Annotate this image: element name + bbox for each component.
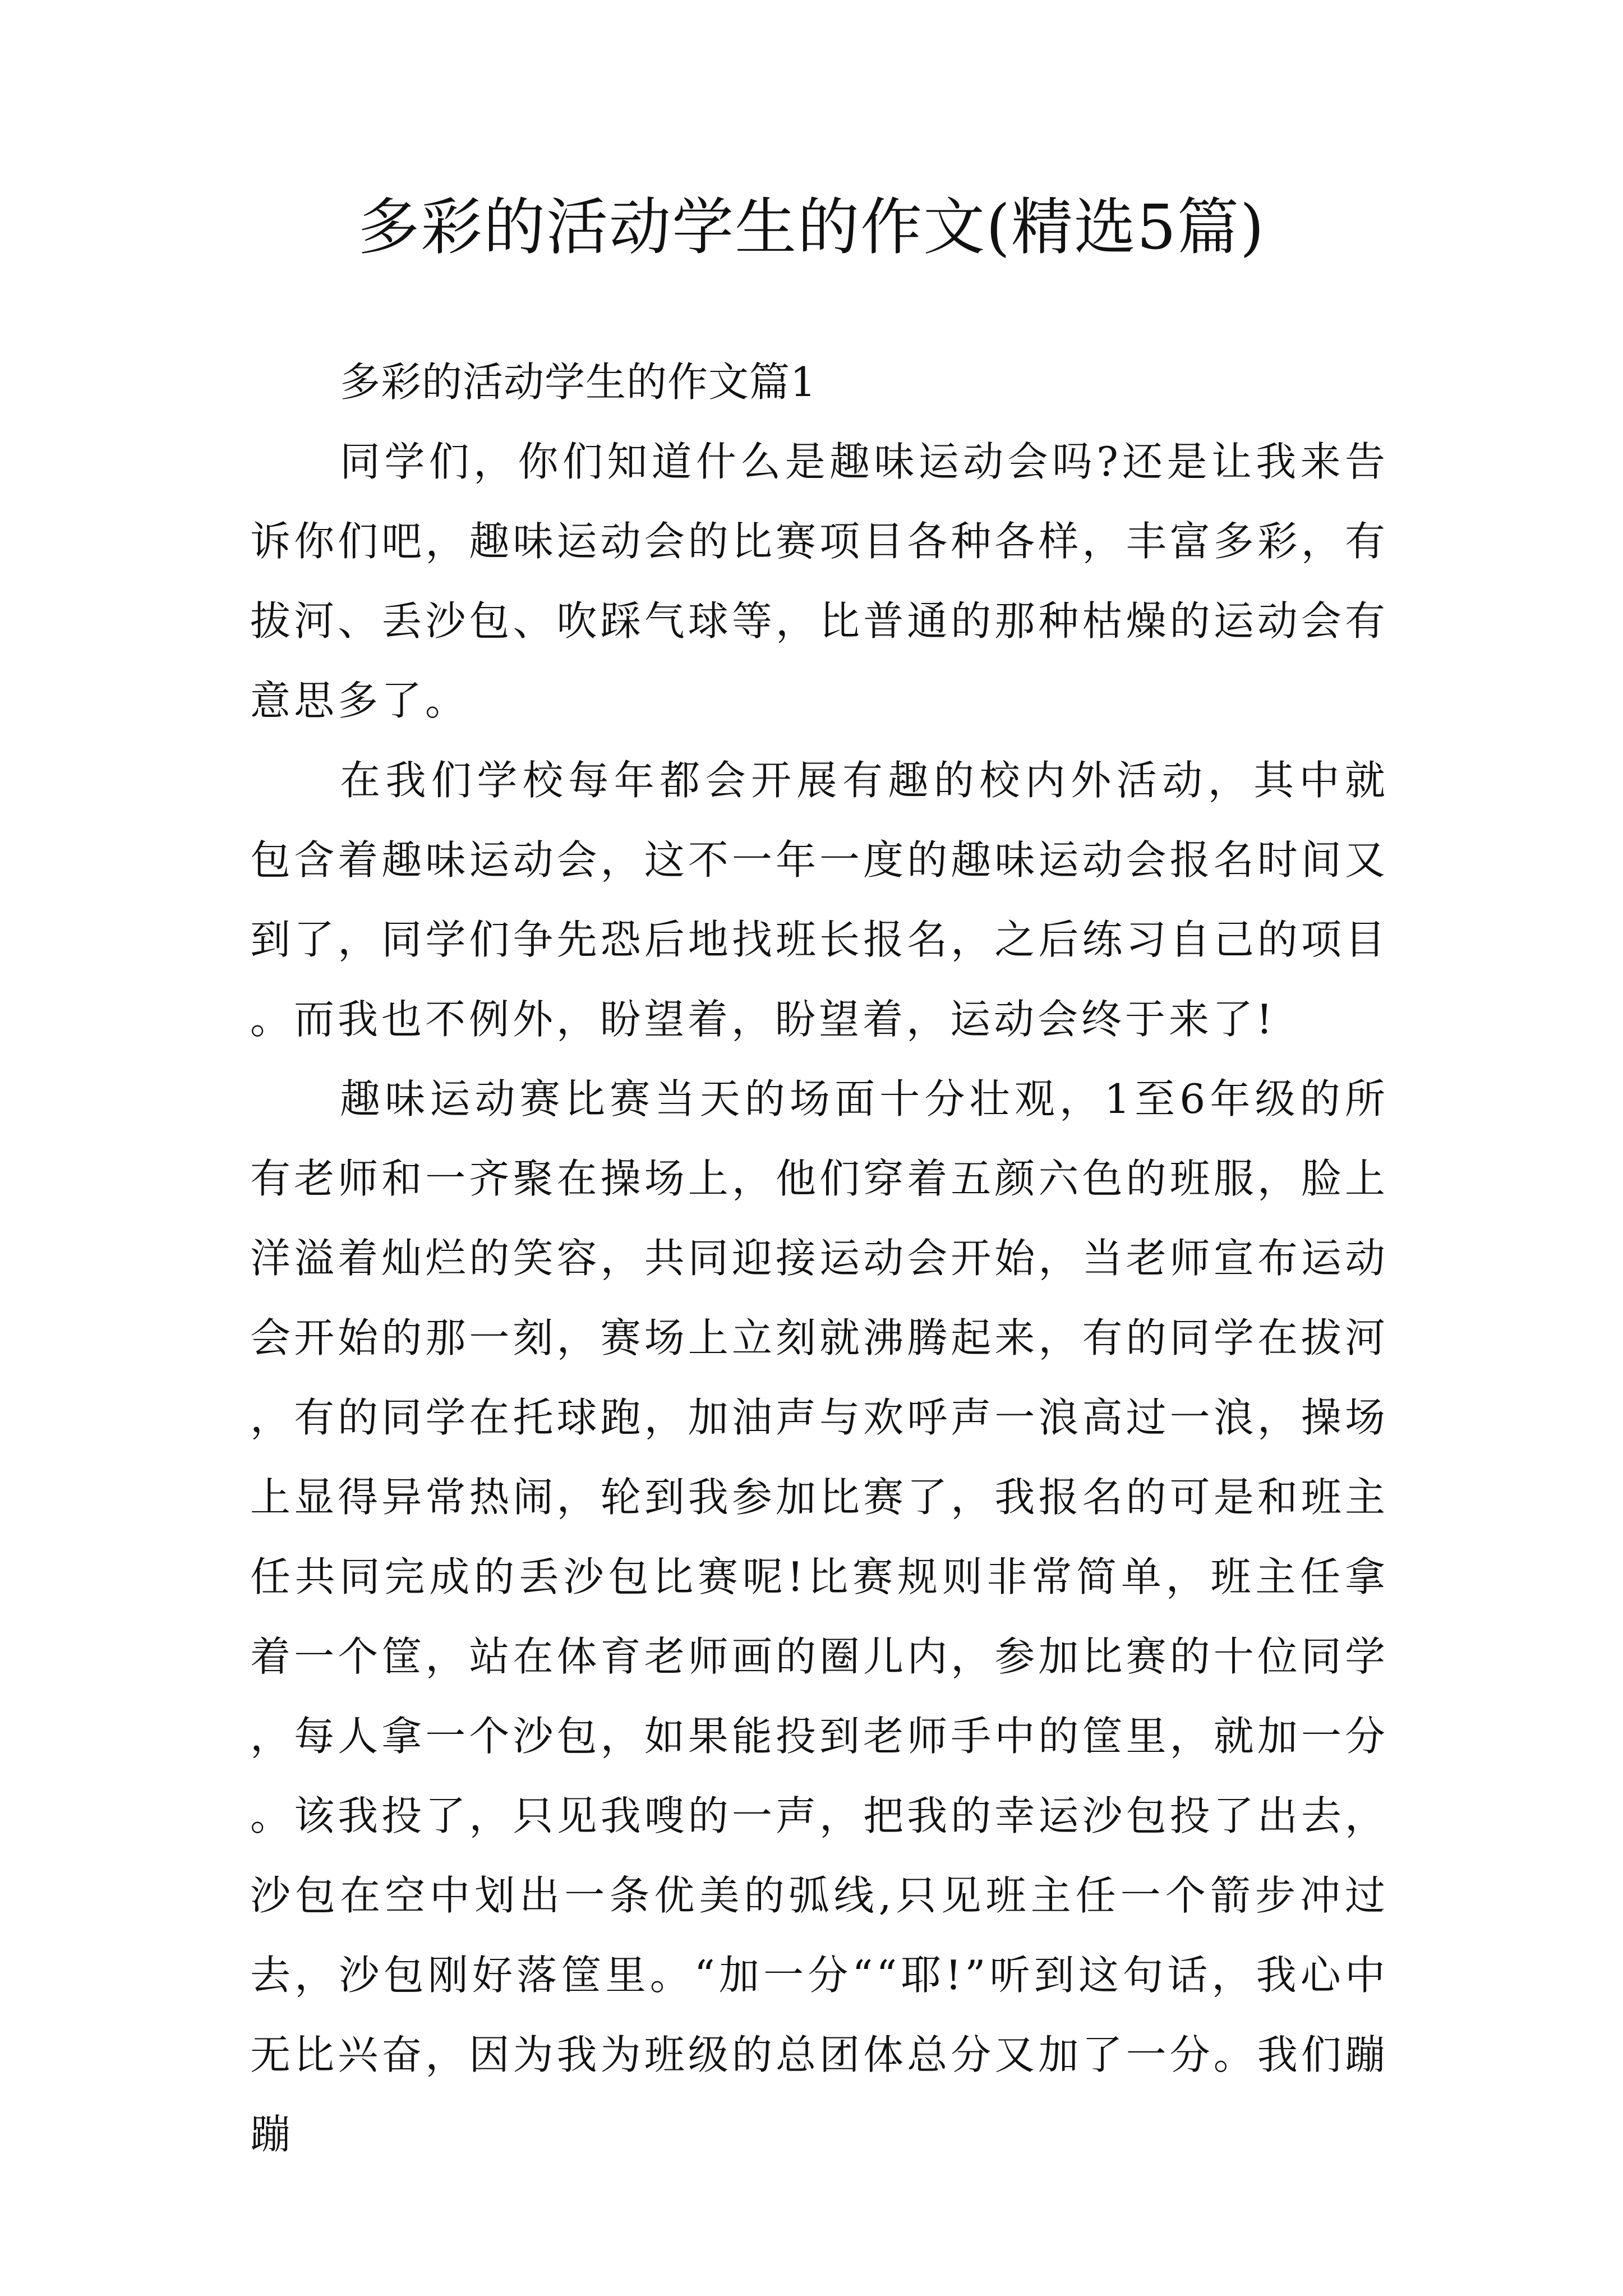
section-heading: 多彩的活动学生的作文篇1 [340, 358, 817, 406]
document-body [250, 342, 1389, 2174]
paragraph-2: 在我们学校每年都会开展有趣的校内外活动，其中就包含着趣味运动会，这不一年一度的趣味运动会报名时间又到了，同学们争先恐后地找班长报名，之后练习自己的项目。而我也不例外，盼望着，盼望着，运动会终于来了! [250, 757, 1389, 1043]
paragraph-1: 同学们，你们知道什么是趣味运动会吗?还是让我来告诉你们吧，趣味运动会的比赛项目各种各样，丰富多彩，有拔河、丢沙包、吹踩气球等，比普通的那种枯燥的运动会有意思多了。 [250, 438, 1389, 724]
document-title: 多彩的活动学生的作文(精选5篇) [358, 191, 1265, 263]
paragraph-3: 趣味运动赛比赛当天的场面十分壮观，1至6年级的所有老师和一齐聚在操场上，他们穿着五颜六色的班服，脸上洋溢着灿烂的笑容，共同迎接运动会开始，当老师宣布运动会开始的那一刻，赛场上立刻就沸腾起来，有的同学在拔河，有的同学在托球跑，加油声与欢呼声一浪高过一浪，操场上显得异常热闹，轮到我参加比赛了，我报名的可是和班主任共同完成的丢沙包比赛呢!比赛规则非常简单，班主任拿着一个筐，站在体育老师画的圈儿内，参加比赛的十位同学，每人拿一个沙包，如果能投到老师手中的筐里，就加一分。该我投了，只见我嗖的一声，把我的幸运沙包投了出去，沙包在空中划出一条优美的弧线,只见班主任一个箭步冲过去，沙包刚好落筐里。“加一分““耶!”听到这句话，我心中无比兴奋，因为我为班级的总团体总分又加了一分。我们蹦蹦 [250, 1075, 1389, 2158]
